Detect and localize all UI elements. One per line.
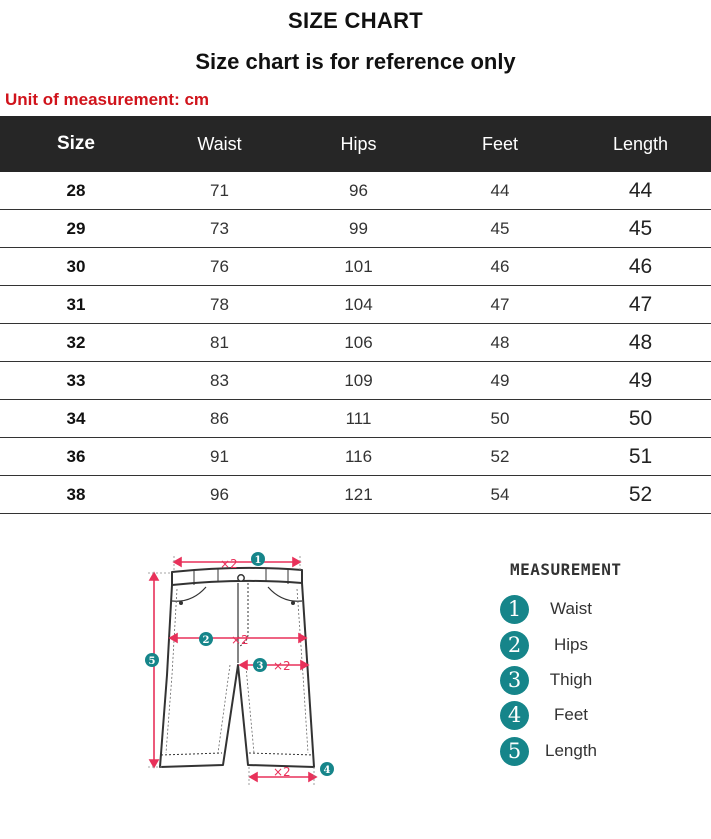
marker-4: 4 — [323, 765, 331, 776]
feet-multiplier: ×2 — [273, 765, 291, 779]
cell-waist: 78 — [210, 294, 229, 314]
cell-hips: 99 — [349, 218, 368, 238]
table-row — [0, 400, 711, 438]
cell-hips: 104 — [344, 294, 373, 314]
cell-hips: 111 — [345, 408, 372, 428]
measurement-item-feet — [500, 700, 700, 730]
header-waist: Waist — [197, 133, 242, 154]
thigh-multiplier: ×2 — [273, 659, 291, 673]
marker-1: 1 — [254, 555, 262, 566]
cell-length: 49 — [628, 368, 653, 392]
table-row — [0, 248, 711, 286]
cell-size: 34 — [66, 408, 86, 428]
marker-5: 5 — [148, 656, 156, 667]
cell-hips: 96 — [349, 180, 368, 200]
cell-feet: 50 — [490, 408, 510, 428]
cell-feet: 45 — [490, 218, 510, 238]
header-feet: Feet — [481, 133, 519, 154]
cell-waist: 76 — [210, 256, 229, 276]
number-4-icon: 4 — [500, 701, 529, 730]
table-row — [0, 172, 711, 210]
measurement-label: Thigh — [549, 670, 593, 689]
cell-waist: 96 — [210, 484, 229, 504]
cell-size: 36 — [66, 446, 86, 466]
cell-length: 50 — [628, 406, 653, 430]
cell-length: 47 — [628, 292, 653, 316]
header-hips: Hips — [340, 133, 377, 154]
cell-length: 51 — [628, 444, 653, 468]
unit-label: Unit of measurement: cm — [5, 90, 210, 109]
header-length: Length — [612, 133, 669, 154]
cell-feet: 44 — [490, 180, 510, 200]
cell-size: 33 — [66, 370, 86, 390]
cell-hips: 121 — [344, 484, 373, 504]
measurement-label: Length — [545, 741, 597, 760]
measurement-item-length — [500, 736, 700, 766]
measurement-title: MEASUREMENT — [510, 560, 622, 579]
header-size: Size — [56, 133, 96, 154]
page-title: SIZE CHART — [288, 8, 423, 33]
table-row — [0, 476, 711, 514]
cell-feet: 52 — [490, 446, 510, 466]
cell-size: 28 — [66, 180, 86, 200]
cell-size: 29 — [66, 218, 86, 238]
measurement-item-waist — [500, 594, 700, 624]
number-1-icon: 1 — [500, 595, 529, 624]
measurement-label: Waist — [550, 599, 592, 618]
cell-length: 48 — [628, 330, 653, 354]
measurement-item-thigh — [500, 665, 700, 695]
cell-size: 31 — [66, 294, 86, 314]
cell-feet: 54 — [490, 484, 510, 504]
waist-multiplier: ×2 — [220, 557, 238, 571]
cell-length: 46 — [628, 254, 653, 278]
cell-length: 45 — [628, 216, 653, 240]
size-table — [0, 116, 711, 514]
number-5-icon: 5 — [500, 737, 529, 766]
cell-waist: 73 — [210, 218, 229, 238]
table-header — [0, 116, 711, 172]
cell-length: 44 — [628, 178, 653, 202]
table-row — [0, 286, 711, 324]
number-2-icon: 2 — [500, 631, 529, 660]
marker-2: 2 — [202, 635, 210, 646]
cell-hips: 109 — [344, 370, 373, 390]
marker-3: 3 — [256, 661, 264, 672]
cell-feet: 49 — [490, 370, 510, 390]
cell-hips: 101 — [344, 256, 373, 276]
number-3-icon: 3 — [500, 666, 529, 695]
table-row — [0, 438, 711, 476]
cell-feet: 47 — [490, 294, 510, 314]
cell-waist: 86 — [210, 408, 229, 428]
cell-size: 38 — [66, 484, 86, 504]
table-body — [0, 172, 711, 514]
cell-waist: 83 — [210, 370, 229, 390]
measurement-item-hips — [500, 630, 700, 660]
cell-waist: 81 — [210, 332, 229, 352]
shorts-diagram — [130, 545, 350, 795]
measurement-label: Feet — [553, 705, 589, 724]
cell-feet: 46 — [490, 256, 510, 276]
cell-size: 30 — [66, 256, 86, 276]
table-row — [0, 210, 711, 248]
cell-waist: 91 — [210, 446, 229, 466]
table-row — [0, 362, 711, 400]
hips-multiplier: ×2 — [231, 633, 249, 647]
cell-length: 52 — [628, 482, 653, 506]
cell-hips: 116 — [344, 446, 373, 466]
cell-waist: 71 — [210, 180, 229, 200]
cell-size: 32 — [66, 332, 86, 352]
cell-feet: 48 — [490, 332, 510, 352]
measurement-label: Hips — [553, 635, 588, 654]
page-subtitle: Size chart is for reference only — [195, 49, 516, 74]
table-row — [0, 324, 711, 362]
cell-hips: 106 — [344, 332, 373, 352]
